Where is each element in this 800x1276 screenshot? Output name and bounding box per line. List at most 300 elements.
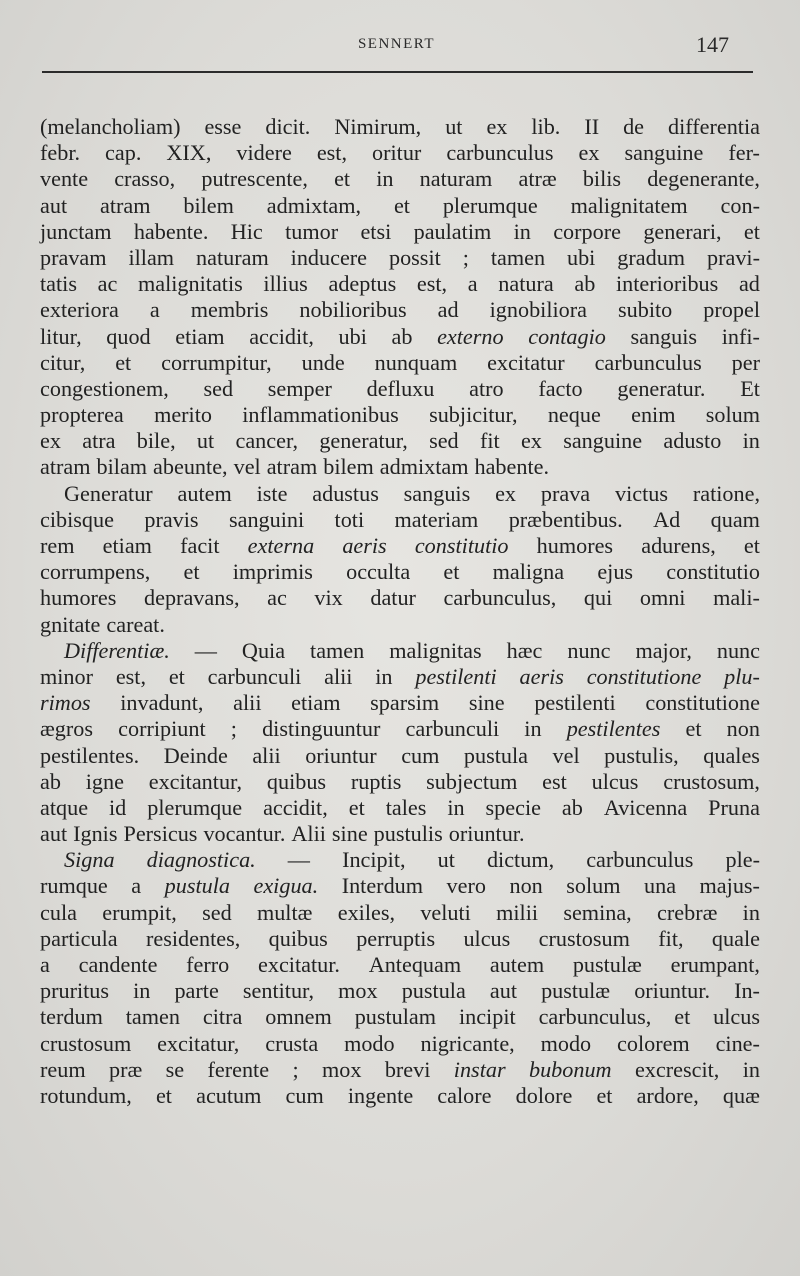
text-line — [40, 926, 760, 952]
word: quale — [711, 925, 760, 951]
text-line — [40, 507, 760, 533]
word: cum — [401, 742, 440, 768]
word: ignobiliora — [489, 297, 588, 323]
word: præ — [108, 1056, 143, 1082]
word: sed — [203, 375, 234, 401]
word: Avicenna — [603, 794, 688, 820]
text-line — [40, 376, 760, 402]
word: crustosum — [40, 1030, 132, 1056]
text-line — [40, 743, 760, 769]
word: adurens, — [641, 533, 716, 558]
word: bilis — [582, 166, 622, 192]
word: ratione, — [692, 480, 760, 506]
word: crebræ — [657, 899, 718, 925]
word: exiles, — [337, 899, 396, 925]
word: corripiunt — [118, 716, 206, 742]
word: sanguine — [563, 428, 643, 454]
word: in — [375, 663, 393, 689]
word: etsi — [360, 218, 392, 244]
word: illius — [263, 271, 308, 297]
word: humores — [40, 585, 117, 611]
word: membris — [190, 297, 269, 323]
word: constitutione — [645, 690, 760, 716]
word: atræ — [518, 166, 557, 192]
word: sanguis — [403, 480, 471, 506]
word: dicit. — [265, 114, 311, 139]
word: excitantur, — [148, 768, 243, 794]
word: con- — [720, 192, 760, 218]
word: ubi — [338, 323, 367, 349]
word: pravis — [144, 506, 199, 532]
word: ple- — [725, 847, 760, 873]
word: vix — [314, 585, 343, 611]
word: rimos — [40, 690, 91, 716]
word: est — [542, 768, 567, 794]
text-line — [40, 402, 760, 428]
page-number: 147 — [696, 32, 729, 57]
word: ut — [445, 114, 463, 139]
word: oriuntur. — [448, 821, 525, 847]
word: ; — [292, 1056, 299, 1082]
word: ferro — [186, 952, 230, 977]
word: aut — [40, 821, 68, 847]
word: quæ — [722, 1082, 760, 1108]
word: excitatur, — [157, 1030, 240, 1056]
word: et — [685, 716, 702, 742]
word: ulcus — [463, 925, 511, 951]
word: ab — [40, 768, 61, 794]
word: mali- — [713, 585, 760, 611]
text-line — [40, 664, 760, 690]
word: generari, — [643, 218, 722, 244]
word: milii — [496, 899, 539, 925]
word: major, — [635, 637, 692, 663]
text-line — [40, 769, 760, 795]
word: Nimirum, — [334, 114, 422, 139]
word: et — [743, 218, 760, 244]
word: subjicitur, — [429, 402, 518, 428]
word: majus- — [699, 873, 760, 899]
word: bilam — [96, 454, 148, 480]
word: II — [584, 114, 600, 139]
text-line — [40, 533, 760, 559]
word: citur, — [40, 349, 86, 375]
word: pustula — [463, 742, 528, 768]
word: et — [334, 166, 351, 192]
word: humores — [536, 533, 614, 558]
word: carbunculi — [207, 663, 302, 689]
word: adustus — [312, 480, 379, 506]
word: se — [165, 1056, 185, 1082]
word: Generatur — [64, 480, 153, 506]
word: est, — [416, 271, 448, 297]
word: modo — [540, 1030, 592, 1056]
text-line — [40, 297, 760, 323]
word: rumque — [40, 873, 108, 899]
text-line — [40, 428, 760, 454]
word: Hic — [230, 218, 263, 244]
word: infi- — [721, 323, 760, 349]
word: in — [376, 166, 394, 192]
word: hæc — [506, 637, 543, 663]
word: subjectum — [426, 768, 518, 794]
word: sine — [331, 821, 368, 847]
word: crustosum, — [663, 768, 760, 794]
word: ex — [486, 114, 508, 139]
word: atro — [469, 375, 504, 401]
word: cap. — [105, 140, 142, 166]
word: ex — [40, 428, 61, 454]
word: Antequam — [368, 952, 462, 977]
word: adusto — [663, 428, 722, 454]
word: semina, — [563, 899, 632, 925]
word: Interdum — [341, 873, 424, 899]
word: ut — [196, 428, 215, 454]
text-line — [40, 978, 760, 1004]
word: generatur, — [319, 428, 408, 454]
word: a — [40, 952, 50, 977]
word: pustulis, — [604, 742, 679, 768]
word: dictum, — [486, 847, 555, 873]
word: sparsim — [370, 690, 440, 716]
word: rotundum, — [40, 1082, 132, 1108]
word: semper — [267, 375, 332, 401]
text-line — [40, 847, 760, 873]
word: defluxu — [366, 375, 435, 401]
word: videre — [236, 140, 292, 166]
word: quibus — [268, 925, 328, 951]
word: quam — [710, 506, 760, 532]
word: carbunculus, — [538, 1004, 652, 1030]
word: et — [393, 192, 410, 218]
word: una — [644, 873, 677, 899]
word: datur — [370, 585, 416, 611]
text-line — [40, 1057, 760, 1083]
word: aeris — [342, 533, 387, 558]
word: cula — [40, 899, 77, 925]
word: prava — [540, 480, 591, 506]
word: putrescente, — [201, 166, 308, 192]
text-line — [40, 873, 760, 899]
word: ruptis — [350, 768, 402, 794]
word: pustulæ — [572, 952, 642, 977]
word: id — [109, 794, 127, 820]
word: erumpit, — [102, 899, 177, 925]
word: tales — [385, 794, 427, 820]
word: excitatur. — [258, 952, 340, 977]
word: accidit, — [263, 794, 328, 820]
word: iste — [256, 480, 288, 506]
word: in — [513, 218, 531, 244]
word: plerumque — [147, 794, 243, 820]
text-line — [40, 166, 760, 192]
word: crasso, — [114, 166, 176, 192]
word: specie — [485, 794, 541, 820]
word: malignitatis — [138, 271, 243, 297]
word: distinguuntur — [262, 716, 381, 742]
word: materiam — [394, 506, 479, 532]
word: malignitas — [389, 637, 482, 663]
word: XIX, — [166, 140, 212, 166]
word: admixtam, — [266, 192, 362, 218]
word: — — [287, 847, 310, 873]
word: de — [623, 114, 645, 139]
word: qui — [583, 585, 613, 611]
text-line — [40, 219, 760, 245]
word: atram — [99, 192, 151, 218]
word: crustosum — [538, 925, 630, 951]
word: in — [742, 899, 760, 925]
word: malignitatem — [570, 192, 688, 218]
word: vel — [552, 742, 580, 768]
word: a — [467, 271, 478, 297]
word: residentes, — [146, 925, 241, 951]
text-line — [40, 350, 760, 376]
word: febr. — [40, 140, 81, 166]
word: ægros — [40, 716, 94, 742]
word: bilem — [323, 454, 374, 480]
word: esse — [204, 114, 242, 139]
word: vente — [40, 166, 89, 192]
word: constitutio — [666, 559, 760, 585]
word: incipit — [458, 1004, 516, 1030]
word: degenerante, — [647, 166, 760, 192]
word: natura — [498, 271, 554, 297]
word: vero — [446, 873, 486, 899]
word: carbunculus — [586, 847, 694, 873]
word: ulcus — [713, 1004, 760, 1030]
word: tamen — [310, 637, 365, 663]
word: toti — [334, 506, 365, 532]
running-title: SENNERT — [357, 36, 436, 52]
word: Quia — [241, 637, 286, 663]
word: nobilioribus — [299, 297, 407, 323]
word: naturam — [419, 166, 493, 192]
word: nunquam — [374, 349, 458, 375]
word: cibisque — [40, 506, 114, 532]
word: propel — [703, 297, 760, 323]
word: pustula — [401, 978, 466, 1004]
word: ardore, — [636, 1082, 699, 1108]
text-line — [40, 1004, 760, 1030]
word: acutum — [196, 1082, 262, 1108]
word: contagio — [528, 323, 606, 349]
word: ab — [561, 794, 583, 820]
word: generatur. — [617, 375, 706, 401]
word: etiam — [175, 323, 225, 349]
text-line — [40, 193, 760, 219]
word: Incipit, — [342, 847, 406, 873]
word: atram — [266, 454, 318, 480]
text-line — [40, 716, 760, 742]
word: illam — [128, 244, 175, 270]
word: exteriora — [40, 297, 119, 323]
word: rem — [40, 533, 75, 558]
word: in — [447, 794, 465, 820]
word: mox — [322, 1056, 362, 1082]
word: ac — [97, 271, 118, 297]
word: merito — [154, 402, 212, 428]
text-line — [40, 1083, 760, 1109]
word: ab — [574, 271, 596, 297]
text-line — [40, 1031, 760, 1057]
word: Differentiæ. — [64, 637, 170, 663]
word: propterea — [40, 402, 124, 428]
word: tamen — [125, 1004, 180, 1030]
word: plerumque — [442, 192, 538, 218]
word: aeris — [519, 663, 564, 689]
word: paulatim — [413, 218, 492, 244]
word: ex — [578, 140, 600, 166]
word: igne — [85, 768, 124, 794]
word: careat. — [106, 611, 165, 637]
word: vocantur. — [203, 821, 286, 847]
word: pravam — [40, 244, 107, 270]
word: ad — [738, 271, 760, 297]
word: crusta — [265, 1030, 319, 1056]
word: et — [115, 349, 132, 375]
word: nunc — [567, 637, 611, 663]
word: alii — [252, 742, 281, 768]
text-line — [40, 454, 760, 480]
word: nunc — [716, 637, 760, 663]
word: perruptis — [356, 925, 436, 951]
word: vel — [233, 454, 261, 480]
word: in — [524, 716, 542, 742]
word: ad — [437, 297, 459, 323]
word: diagnostica. — [146, 847, 256, 873]
word: maligna — [492, 559, 565, 585]
word: tamen — [490, 244, 546, 270]
word: pustulam — [354, 1004, 437, 1030]
word: plu- — [724, 663, 760, 689]
word: litur, — [40, 323, 82, 349]
word: colorem — [617, 1030, 690, 1056]
word: differentia — [667, 114, 760, 139]
word: aut — [40, 192, 68, 218]
text-line — [40, 271, 760, 297]
word: modo — [344, 1030, 395, 1056]
word: calore — [437, 1082, 492, 1108]
word: corrumpens, — [40, 559, 151, 585]
word: In- — [734, 978, 760, 1004]
word: ex — [495, 480, 517, 506]
word: corpore — [553, 218, 621, 244]
word: ulcus — [591, 768, 639, 794]
word: gnitate — [40, 611, 101, 637]
word: sed — [429, 428, 459, 454]
word: in — [133, 978, 151, 1004]
word: excitatur — [487, 349, 565, 375]
text-line — [40, 140, 760, 166]
word: externa — [247, 533, 315, 558]
word: solum — [705, 402, 760, 428]
word: quibus — [266, 768, 327, 794]
word: quod — [106, 323, 151, 349]
word: etiam — [102, 533, 152, 558]
word: atram — [40, 454, 91, 480]
word: invadunt, — [120, 690, 204, 716]
text-line — [40, 638, 760, 664]
word: ; — [230, 716, 237, 742]
word: exigua. — [253, 873, 319, 899]
word: cine- — [715, 1030, 760, 1056]
word: oriuntur — [305, 742, 377, 768]
word: victus — [615, 480, 668, 506]
text-line — [40, 900, 760, 926]
word: fit, — [658, 925, 684, 951]
word: depravans, — [144, 585, 240, 611]
word: externo — [437, 323, 504, 349]
word: solum — [566, 873, 621, 899]
text-line — [40, 585, 760, 611]
word: Persicus — [123, 821, 198, 847]
word: ingente — [347, 1082, 414, 1108]
word: et — [443, 559, 460, 585]
body-text — [40, 114, 760, 1109]
word: et — [596, 1082, 613, 1108]
word: in — [742, 1056, 760, 1082]
word: tumor — [285, 218, 339, 244]
word: sentitur, — [242, 978, 315, 1004]
word: pustulis — [373, 821, 443, 847]
word: est, — [115, 663, 147, 689]
word: abeunte, — [153, 454, 228, 480]
word: habente. — [133, 218, 209, 244]
word: veluti — [420, 899, 471, 925]
word: ab — [391, 323, 413, 349]
word: junctam — [40, 218, 112, 244]
word: omnem — [265, 1004, 332, 1030]
word: alii — [324, 663, 353, 689]
word: admixtam — [379, 454, 469, 480]
word: carbunculus — [594, 349, 702, 375]
word: oritur — [372, 140, 422, 166]
word: terdum — [40, 1004, 103, 1030]
word: habente. — [474, 454, 550, 480]
word: a — [131, 873, 142, 899]
word: Alii — [291, 821, 326, 847]
word: bubonum — [528, 1056, 612, 1082]
word: ; — [462, 244, 469, 270]
word: alii — [233, 690, 262, 716]
word: autem — [177, 480, 232, 506]
word: candente — [78, 952, 158, 977]
word: bilem — [183, 192, 234, 218]
word: oriuntur. — [634, 978, 710, 1004]
word: fit — [479, 428, 500, 454]
word: Et — [740, 375, 760, 401]
word: reum — [40, 1056, 86, 1082]
word: inflammationibus — [242, 402, 399, 428]
word: non — [509, 873, 543, 899]
text-line — [40, 324, 760, 350]
word: cancer, — [235, 428, 299, 454]
word: naturam — [196, 244, 269, 270]
text-line — [40, 795, 760, 821]
word: (melancholiam) — [40, 114, 181, 139]
running-head — [40, 30, 753, 64]
word: instar — [453, 1056, 506, 1082]
word: mox — [338, 978, 378, 1004]
word: congestionem, — [40, 375, 169, 401]
word: ac — [267, 585, 287, 611]
word: et — [183, 559, 200, 585]
word: in — [742, 428, 760, 454]
word: corrumpitur, — [161, 349, 272, 375]
word: ferente — [207, 1056, 270, 1082]
word: et — [168, 663, 185, 689]
